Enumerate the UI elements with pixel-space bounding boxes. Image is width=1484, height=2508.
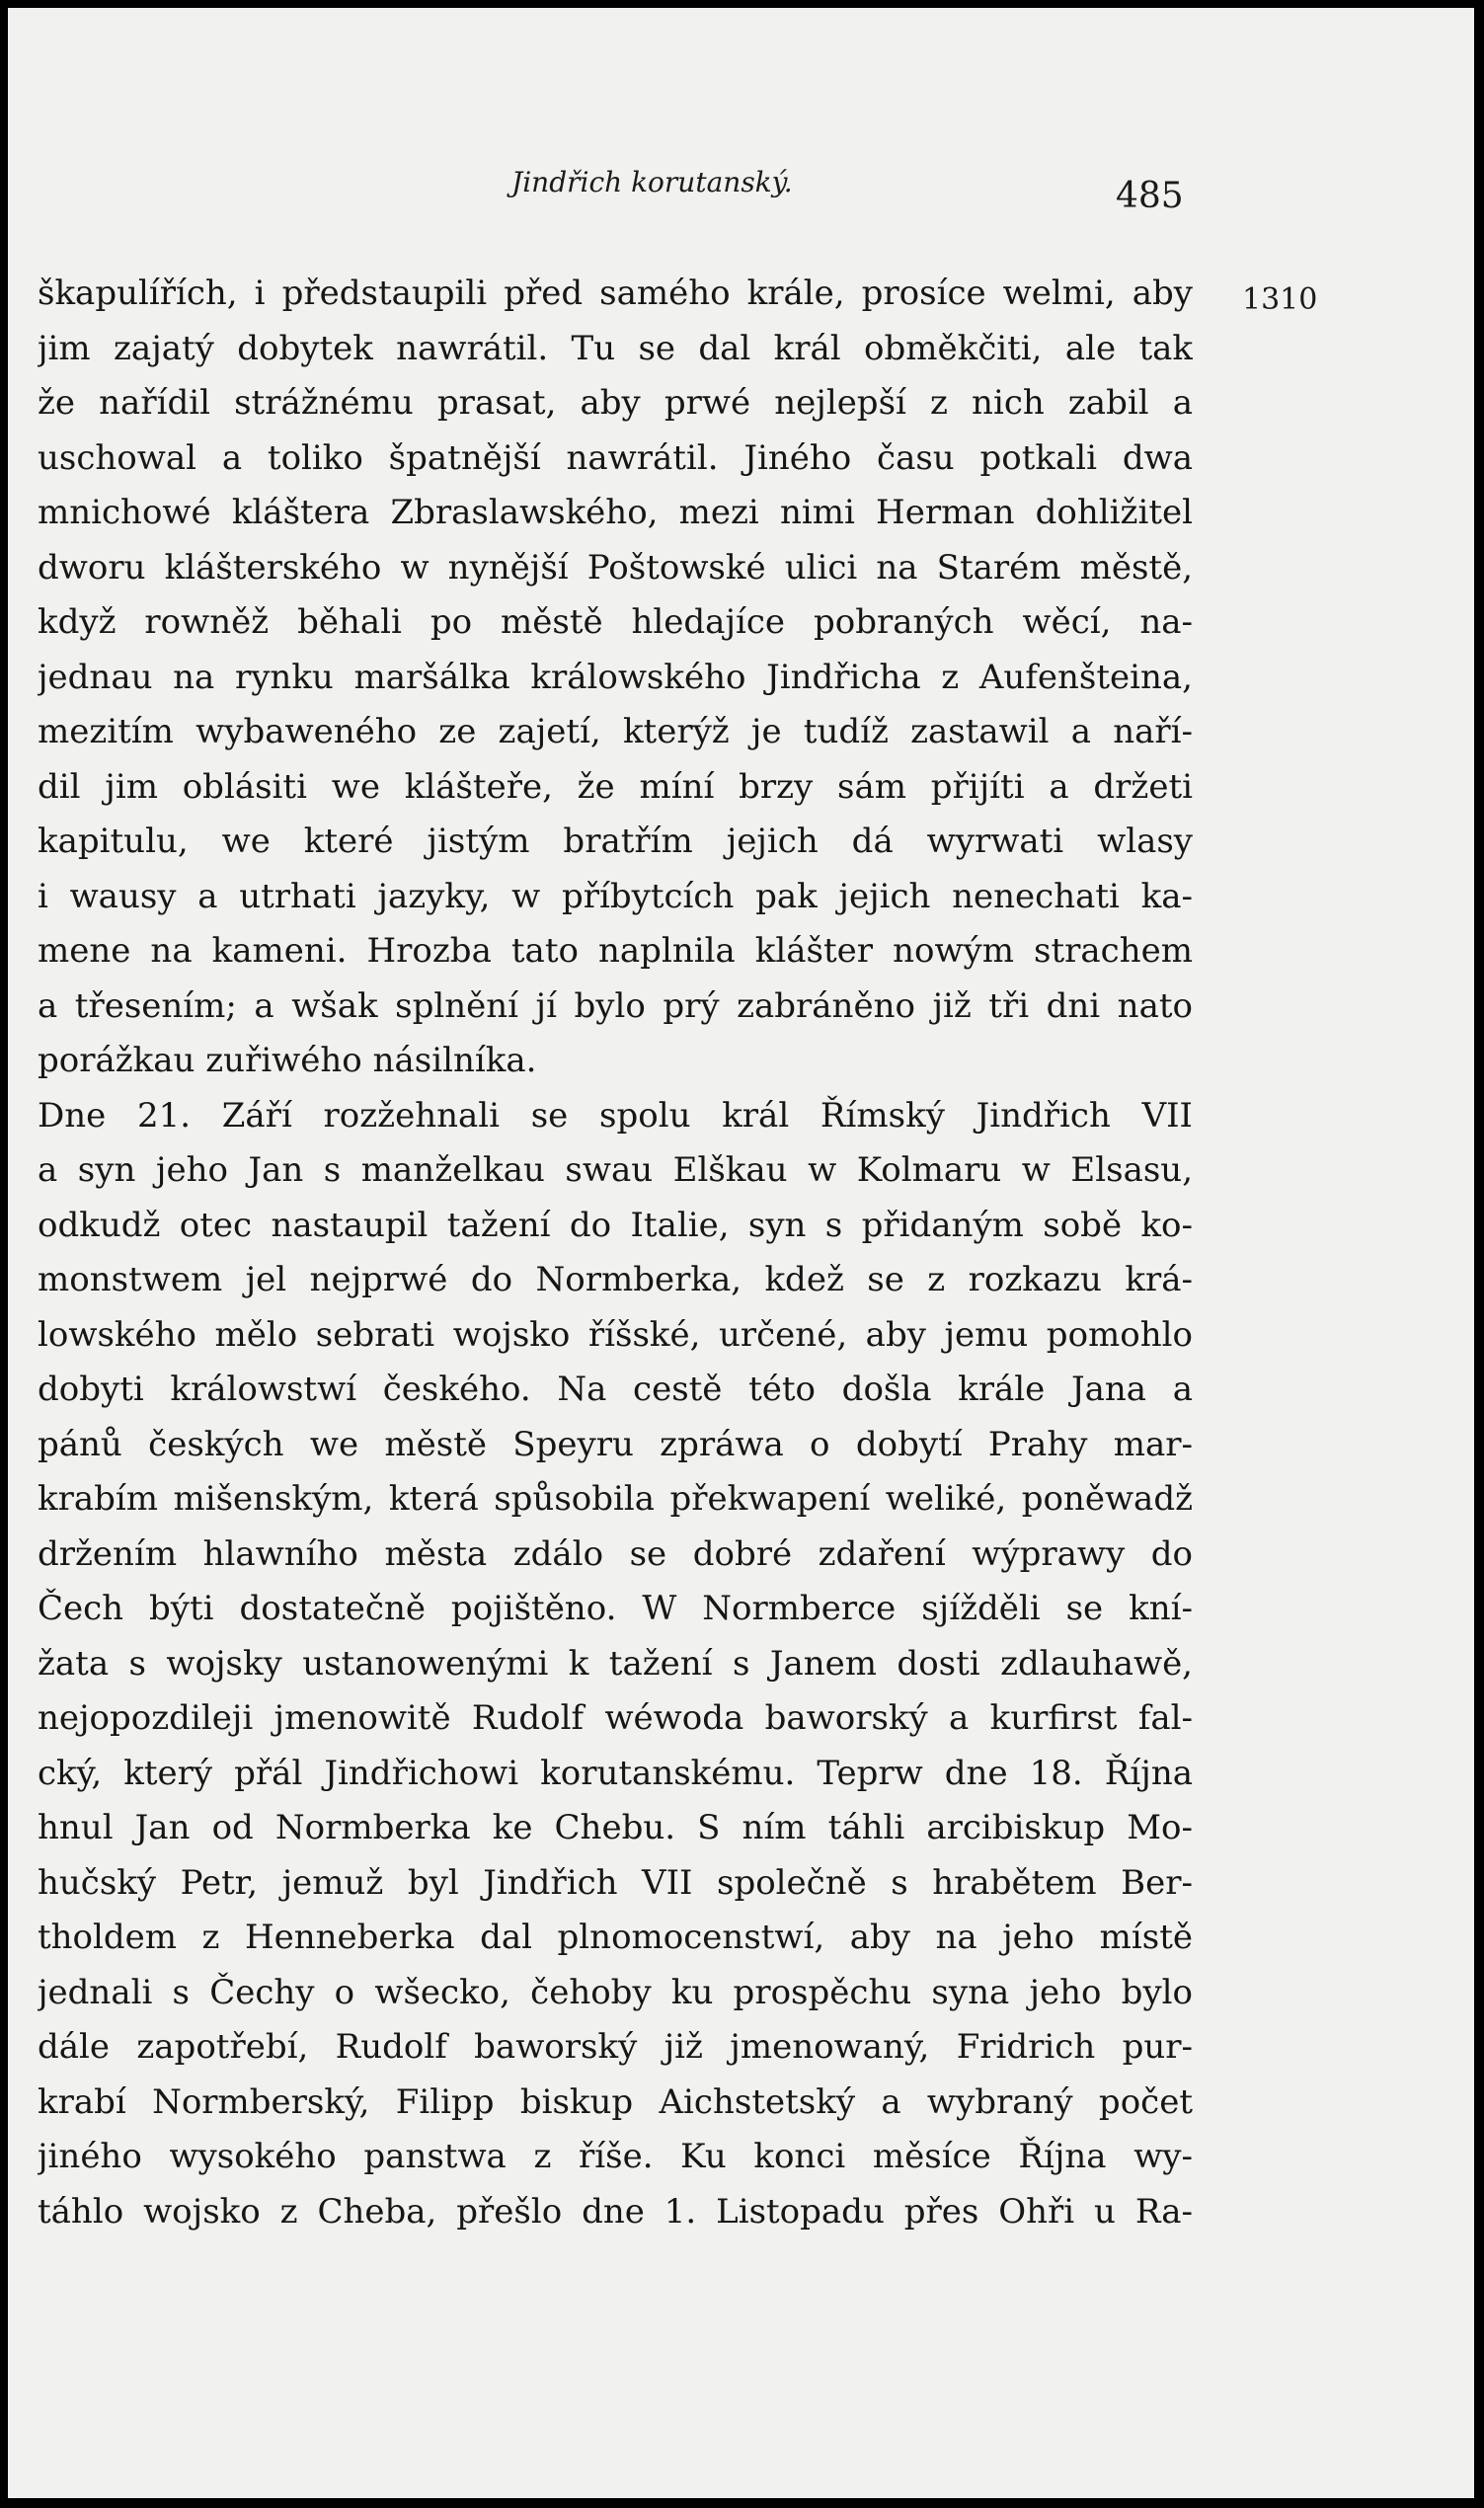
text-line: pánů českých we městě Speyru zpráwa o dobytí Prahy mar- xyxy=(38,1424,1193,1464)
text-line: že nařídil strážnému prasat, aby prwé nejlepší z nich zabil a xyxy=(38,383,1193,423)
text-line: krabí Normberský, Filipp biskup Aichstetský a wybraný počet xyxy=(38,2081,1193,2122)
text-line: kapitulu, we které jistým bratřím jejich dá wyrwati wlasy xyxy=(38,822,1193,861)
text-line: porážkau zuřiwého násilníka. xyxy=(38,1041,537,1080)
page-number: 485 xyxy=(1116,176,1184,216)
text-line: táhlo wojsko z Cheba, přešlo dne 1. Listopadu přes Ohři u Ra- xyxy=(38,2191,1193,2232)
running-header-title: Jindřich korutanský. xyxy=(511,166,793,198)
margin-year-note: 1310 xyxy=(1242,282,1318,317)
text-line: lowského mělo sebrati wojsko říšské, určené, aby jemu pomohlo xyxy=(38,1314,1193,1355)
text-line: Čech býti dostatečně pojištěno. W Normberce sjížděli se kní- xyxy=(38,1589,1193,1628)
text-line: mnichowé kláštera Zbraslawského, mezi nimi Herman dohližitel xyxy=(38,493,1193,532)
text-line: nejopozdileji jmenowitě Rudolf wéwoda baworský a kurfirst fal- xyxy=(38,1698,1193,1738)
text-line: dobyti králowstwí českého. Na cestě této došla krále Jana a xyxy=(38,1370,1193,1409)
text-line: krabím mišenským, která spůsobila překwapení weliké, poněwadž xyxy=(38,1479,1193,1519)
text-line: dále zapotřebí, Rudolf baworský již jmenowaný, Fridrich pur- xyxy=(38,2027,1193,2067)
text-line: žata s wojsky ustanowenými k tažení s Janem dosti zdlauhawě, xyxy=(38,1643,1193,1684)
text-line: jednali s Čechy o wšecko, čehoby ku prospěchu syna jeho bylo xyxy=(38,1972,1193,2012)
text-line: odkudž otec nastaupil tažení do Italie, syn s přidaným sobě ko- xyxy=(38,1205,1193,1245)
text-line: cký, který přál Jindřichowi korutanskému. Teprw dne 18. Října xyxy=(38,1753,1193,1793)
text-line: Dne 21. Září rozžehnali se spolu král Římský Jindřich VII xyxy=(38,1095,1193,1136)
text-line: i wausy a utrhati jazyky, w příbytcích pak jejich nenechati ka- xyxy=(38,876,1193,916)
text-line: dworu klášterského w nynější Poštowské ulici na Starém městě, xyxy=(38,547,1193,588)
text-line: hučský Petr, jemuž byl Jindřich VII společně s hrabětem Ber- xyxy=(38,1862,1193,1903)
text-line: držením hlawního města zdálo se dobré zdaření wýprawy do xyxy=(38,1533,1193,1574)
document-page xyxy=(8,8,1474,2498)
text-line: dil jim oblásiti we klášteře, že míní brzy sám přijíti a držeti xyxy=(38,766,1193,807)
text-line: když rowněž běhali po městě hledajíce pobraných wěcí, na- xyxy=(38,602,1193,642)
text-line: jiného wysokého panstwa z říše. Ku konci měsíce Října wy- xyxy=(38,2137,1193,2176)
text-line: monstwem jel nejprwé do Normberka, kdež se z rozkazu krá- xyxy=(38,1260,1193,1299)
body-text xyxy=(38,267,1193,2239)
text-line: mezitím wybaweného ze zajetí, kterýž je tudíž zastawil a naří- xyxy=(38,712,1193,751)
text-line: a třesením; a wšak splnění jí bylo prý zabráněno již tři dni nato xyxy=(38,985,1193,1026)
text-line: mene na kameni. Hrozba tato naplnila klášter nowým strachem xyxy=(38,931,1193,971)
text-line: tholdem z Henneberka dal plnomocenstwí, aby na jeho místě xyxy=(38,1918,1193,1957)
text-line: škapulířích, i předstaupili před samého krále, prosíce welmi, aby xyxy=(38,274,1193,313)
text-line: jim zajatý dobytek nawrátil. Tu se dal král obměkčiti, ale tak xyxy=(38,328,1193,368)
text-line: a syn jeho Jan s manželkau swau Elškau w Kolmaru w Elsasu, xyxy=(38,1150,1193,1190)
text-line: hnul Jan od Normberka ke Chebu. S ním táhli arcibiskup Mo- xyxy=(38,1808,1193,1847)
text-line: jednau na rynku maršálka králowského Jindřicha z Aufenšteina, xyxy=(38,657,1193,697)
text-line: uschowal a toliko špatnější nawrátil. Jiného času potkali dwa xyxy=(38,437,1193,478)
